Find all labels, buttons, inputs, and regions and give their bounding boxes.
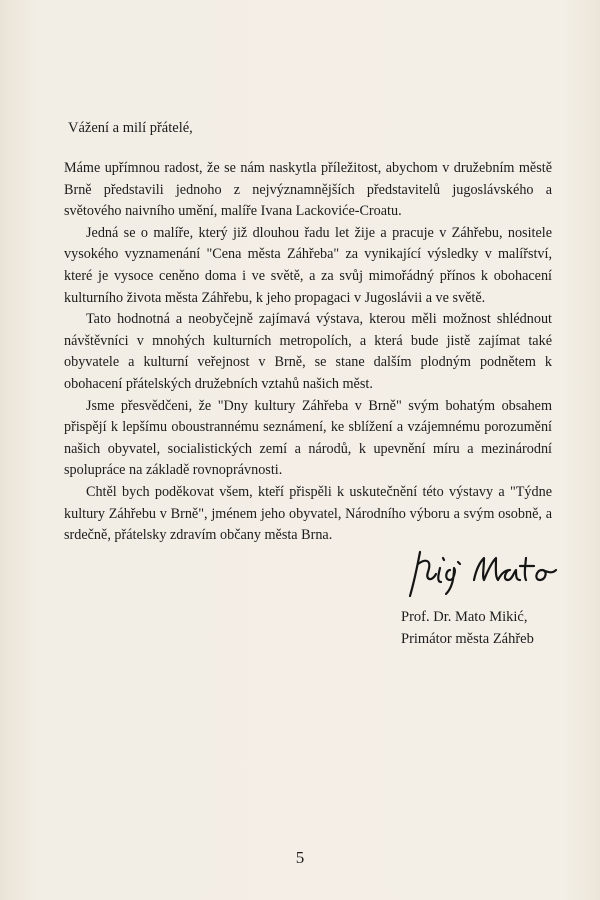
paragraph-5: Chtěl bych poděkovat všem, kteří přispěli k uskutečnění této výstavy a "Týdne kultury Záhřebu v Brně", jménem jeho obyvatel, Národního výboru a svým osobně, a srdečně, přátelsky zdravím občany města Brna. (64, 483, 552, 544)
signatory-name: Prof. Dr. Mato Mikić, (401, 609, 528, 625)
letter-body (64, 158, 552, 547)
paragraph-4: Jsme přesvědčeni, že "Dny kultury Záhřeba v Brně" svým bohatým obsahem přispějí k lepšímu oboustrannému seznámení, ke sblížení a vzájemnému porozumění našich obyvatel, socialistických zemí a národů, k upevnění míru a mezinárodní spolupráce na základě rovnoprávnosti. (64, 397, 552, 479)
handwritten-signature (402, 540, 562, 600)
signatory-title: Primátor města Záhřeb (401, 630, 534, 647)
paragraph-1: Máme upřímnou radost, že se nám naskytla příležitost, abychom v družebním městě Brně představili jednoho z nejvýznamnějších představitelů jugoslávského a světového naivního umění, malíře Ivana Lackoviće-Croatu. (64, 160, 552, 220)
paragraph-3: Tato hodnotná a neobyčejně zajímavá výstava, kterou měli možnost shlédnout návštěvníci v mnohých kulturních metropolích, a která bude jistě zajímat také obyvatele a kulturní veřejnost v Brně, se stane dalším plodným podnětem k obohacení přátelských družebních vztahů našich měst. (64, 311, 552, 392)
paragraph-2: Jedná se o malíře, který již dlouhou řadu let žije a pracuje v Záhřebu, nositele vysokého vyznamenání "Cena města Záhřeba" za vynikající výsledky v malířství, které je vysoce ceněno doma i ve světě, a za svůj mimořádný přínos k obohacení kulturního života města Záhřebu, k jeho propagaci v Jugoslávii a ve světě. (64, 224, 552, 306)
page-number: 5 (295, 848, 305, 867)
salutation: Vážení a milí přátelé, (68, 120, 193, 136)
signature-block (401, 607, 534, 650)
